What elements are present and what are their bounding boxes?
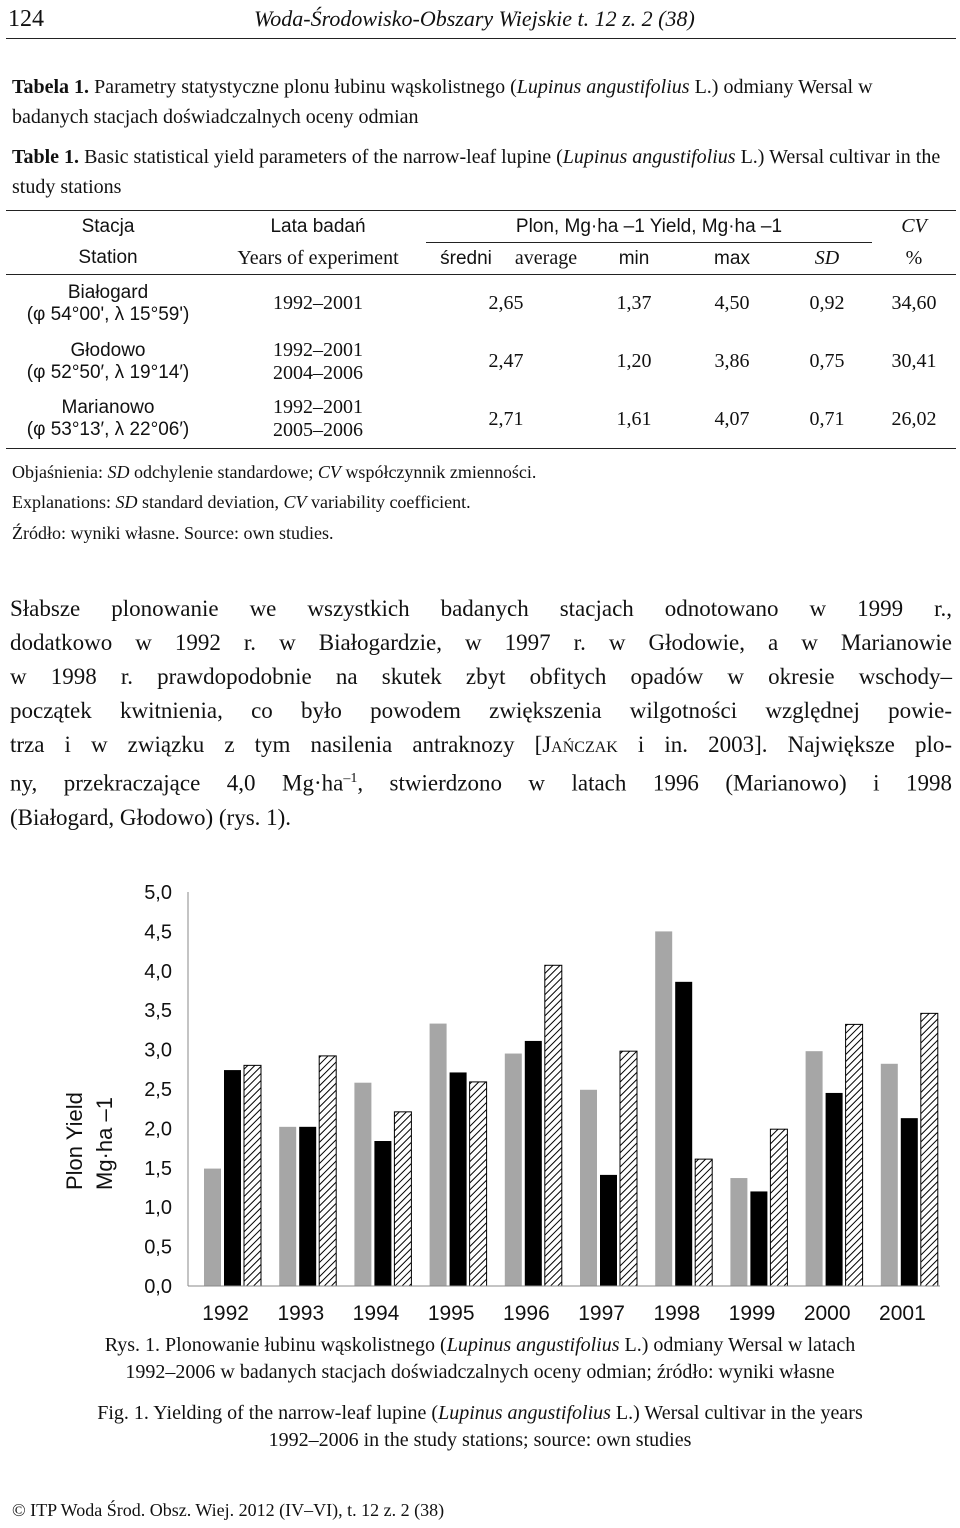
sd-cell: 0,71 — [809, 407, 845, 430]
y-tick-label: 2,0 — [144, 1118, 172, 1141]
y-tick-label: 3,0 — [144, 1039, 172, 1062]
sd-cell: 0,75 — [809, 350, 845, 372]
x-tick-label: 1996 — [503, 1302, 550, 1320]
y-tick-label: 4,5 — [144, 921, 172, 944]
cv-cell: 26,02 — [891, 407, 937, 430]
table-caption-en: Table 1. Basic statistical yield parameters of the narrow-leaf lupine (Lupinus angustifolius L.) Wersal cultivar in the study stations — [12, 146, 941, 198]
figure-caption-pl: Rys. 1. Plonowanie łubinu wąskolistnego (Lupinus angustifolius L.) odmiany Wersal w latach 1992–2006 w badanych stacjach doświadczalnych oceny odmian; źródło: wyniki własne — [104, 1334, 856, 1383]
max-cell: 4,50 — [714, 292, 750, 315]
header-years-pl: Lata badań — [270, 215, 366, 237]
journal-title: Woda-Środowisko-Obszary Wiejskie t. 12 z. 2 (38) — [254, 6, 695, 31]
x-tick-label: 1997 — [578, 1302, 625, 1320]
years-cell: 1992–2001 — [273, 292, 363, 315]
x-tick-label: 1995 — [427, 1302, 475, 1320]
years-cell: 1992–2001 2004–2006 — [273, 338, 363, 384]
bar-1995-s1 — [430, 1024, 447, 1286]
header-max: max — [714, 247, 750, 269]
bar-1995-s3 — [470, 1082, 487, 1286]
header-avg-pl: średni — [440, 247, 492, 269]
x-tick-label: 1999 — [728, 1302, 776, 1320]
header-cv-unit: % — [905, 246, 923, 269]
y-tick-label: 2,5 — [144, 1079, 172, 1101]
min-cell: 1,20 — [616, 350, 652, 372]
bar-1994-s2 — [374, 1141, 391, 1286]
max-cell: 3,86 — [714, 350, 750, 372]
bar-1999-s3 — [770, 1129, 787, 1286]
header-station-pl: Stacja — [81, 215, 135, 237]
page-header — [6, 0, 956, 39]
header-years-en: Years of experiment — [237, 246, 399, 269]
bar-1998-s3 — [695, 1159, 712, 1286]
body-paragraph: Słabsze plonowanie we wszystkich badanych stacjach odnotowano w 1999 r., dodatkowo w 1992 r. w Białogardzie, w 1997 r. w Głodowie, a w Marianowie w 1998 r. prawdopodobnie na skutek zbyt obfitych opadów w okresie wschody– początek kwitnienia, co było powodem zwiększenia wilgotności względnej powie- trza i w związku z tym nasilenia antraknozy [Jańczak i in. 2003]. Największe plo- ny, przekraczające 4,0 $Mg\cdot ha^{-1}$, stwierdzono w latach 1996 (Marianowo) i 1998 (Białogard, Głodowo) (rys. 1). — [10, 596, 952, 830]
bar-1999-s1 — [730, 1178, 747, 1286]
bar-1993-s2 — [299, 1127, 316, 1286]
copyright-footer: © ITP Woda Środ. Obsz. Wiej. 2012 (IV–VI), t. 12 z. 2 (38) — [12, 1500, 445, 1520]
bar-2001-s2 — [901, 1118, 918, 1286]
y-tick-label: 1,0 — [144, 1197, 172, 1220]
bar-1992-s3 — [244, 1065, 261, 1286]
table-caption-pl: Tabela 1. Parametry statystyczne plonu łubinu wąskolistnego (Lupinus angustifolius L.) odmiany Wersal w badanych stacjach doświadczalnych oceny odmian — [12, 76, 873, 128]
header-cv: CV — [901, 215, 927, 238]
y-tick-label: 0,5 — [144, 1236, 172, 1259]
avg-cell: 2,65 — [488, 292, 524, 315]
table-row — [6, 333, 956, 391]
header-min: min — [618, 247, 650, 269]
min-cell: 1,61 — [616, 407, 652, 430]
min-cell: 1,37 — [616, 292, 652, 315]
x-tick-label: 1994 — [352, 1302, 400, 1320]
bar-2001-s3 — [921, 1013, 938, 1286]
station-cell: Głodowo (φ 52°50′, λ 19°14′) — [26, 339, 190, 383]
years-cell: 1992–2001 2005–2006 — [273, 396, 363, 442]
y-tick-label: 5,0 — [144, 882, 172, 904]
bar-1996-s2 — [525, 1041, 542, 1286]
bar-1997-s1 — [580, 1090, 597, 1286]
table-notes-pl: Objaśnienia: SD odchylenie standardowe; CV współczynnik zmienności. — [12, 462, 537, 482]
x-tick-label: 2001 — [879, 1302, 926, 1320]
table-notes-en: Explanations: SD standard deviation, CV variability coefficient. — [12, 492, 471, 512]
table-row — [6, 391, 956, 449]
cv-cell: 30,41 — [891, 350, 937, 372]
header-station-en: Station — [78, 247, 138, 269]
bar-1998-s2 — [675, 982, 692, 1286]
statistics-table — [6, 210, 956, 449]
bar-2000-s1 — [806, 1051, 823, 1286]
bar-1997-s2 — [600, 1175, 617, 1286]
bar-2001-s1 — [881, 1064, 898, 1286]
station-cell: Białogard (φ 54°00', λ 15°59') — [26, 281, 190, 325]
y-tick-label: 0,0 — [144, 1276, 172, 1298]
yield-bar-chart — [0, 860, 960, 1320]
y-tick-label: 3,5 — [144, 1000, 172, 1023]
sd-cell: 0,92 — [809, 292, 845, 315]
x-tick-label: 1998 — [653, 1302, 701, 1320]
citation: Jańczak — [542, 732, 618, 757]
bar-1995-s2 — [450, 1072, 467, 1286]
bar-1992-s1 — [204, 1169, 221, 1286]
avg-cell: 2,71 — [488, 407, 524, 430]
bar-1998-s1 — [655, 931, 672, 1286]
bar-1994-s3 — [394, 1112, 411, 1286]
header-avg-en: average — [514, 247, 578, 269]
table-row — [6, 275, 956, 333]
x-tick-label: 1993 — [277, 1302, 325, 1320]
svg-text:Plon Yield: Plon Yield — [62, 1092, 87, 1190]
bar-1996-s1 — [505, 1054, 522, 1286]
table-label-pl: Tabela 1. — [12, 76, 90, 98]
bar-1996-s3 — [545, 965, 562, 1286]
svg-text:Mg·ha –1: Mg·ha –1 — [92, 1097, 117, 1190]
y-tick-label: 4,0 — [144, 960, 172, 983]
header-sd: SD — [814, 247, 840, 269]
avg-cell: 2,47 — [488, 350, 524, 372]
bar-2000-s3 — [846, 1024, 863, 1286]
bar-1994-s1 — [354, 1083, 371, 1286]
bar-1997-s3 — [620, 1051, 637, 1286]
max-cell: 4,07 — [714, 407, 750, 430]
bar-1993-s3 — [319, 1056, 336, 1286]
bar-2000-s2 — [826, 1093, 843, 1286]
bar-1992-s2 — [224, 1070, 241, 1286]
cv-cell: 34,60 — [891, 292, 937, 315]
bar-1999-s2 — [750, 1191, 767, 1286]
bar-1993-s1 — [279, 1127, 296, 1286]
table-label-en: Table 1. — [12, 146, 80, 168]
header-yield: Plon, Mg·ha –1 Yield, Mg·ha –1 — [426, 211, 872, 243]
table-source: Źródło: wyniki własne. Source: own studies. — [12, 523, 334, 543]
station-cell: Marianowo (φ 53°13′, λ 22°06′) — [26, 397, 190, 441]
page-number: 124 — [8, 6, 44, 32]
x-tick-label: 1992 — [202, 1302, 249, 1320]
figure-caption-en: Fig. 1. Yielding of the narrow-leaf lupine (Lupinus angustifolius L.) Wersal cultivar in the years 1992–2006 in the study stations; source: own studies — [97, 1402, 863, 1451]
y-tick-label: 1,5 — [144, 1157, 172, 1180]
x-tick-label: 2000 — [803, 1302, 851, 1320]
